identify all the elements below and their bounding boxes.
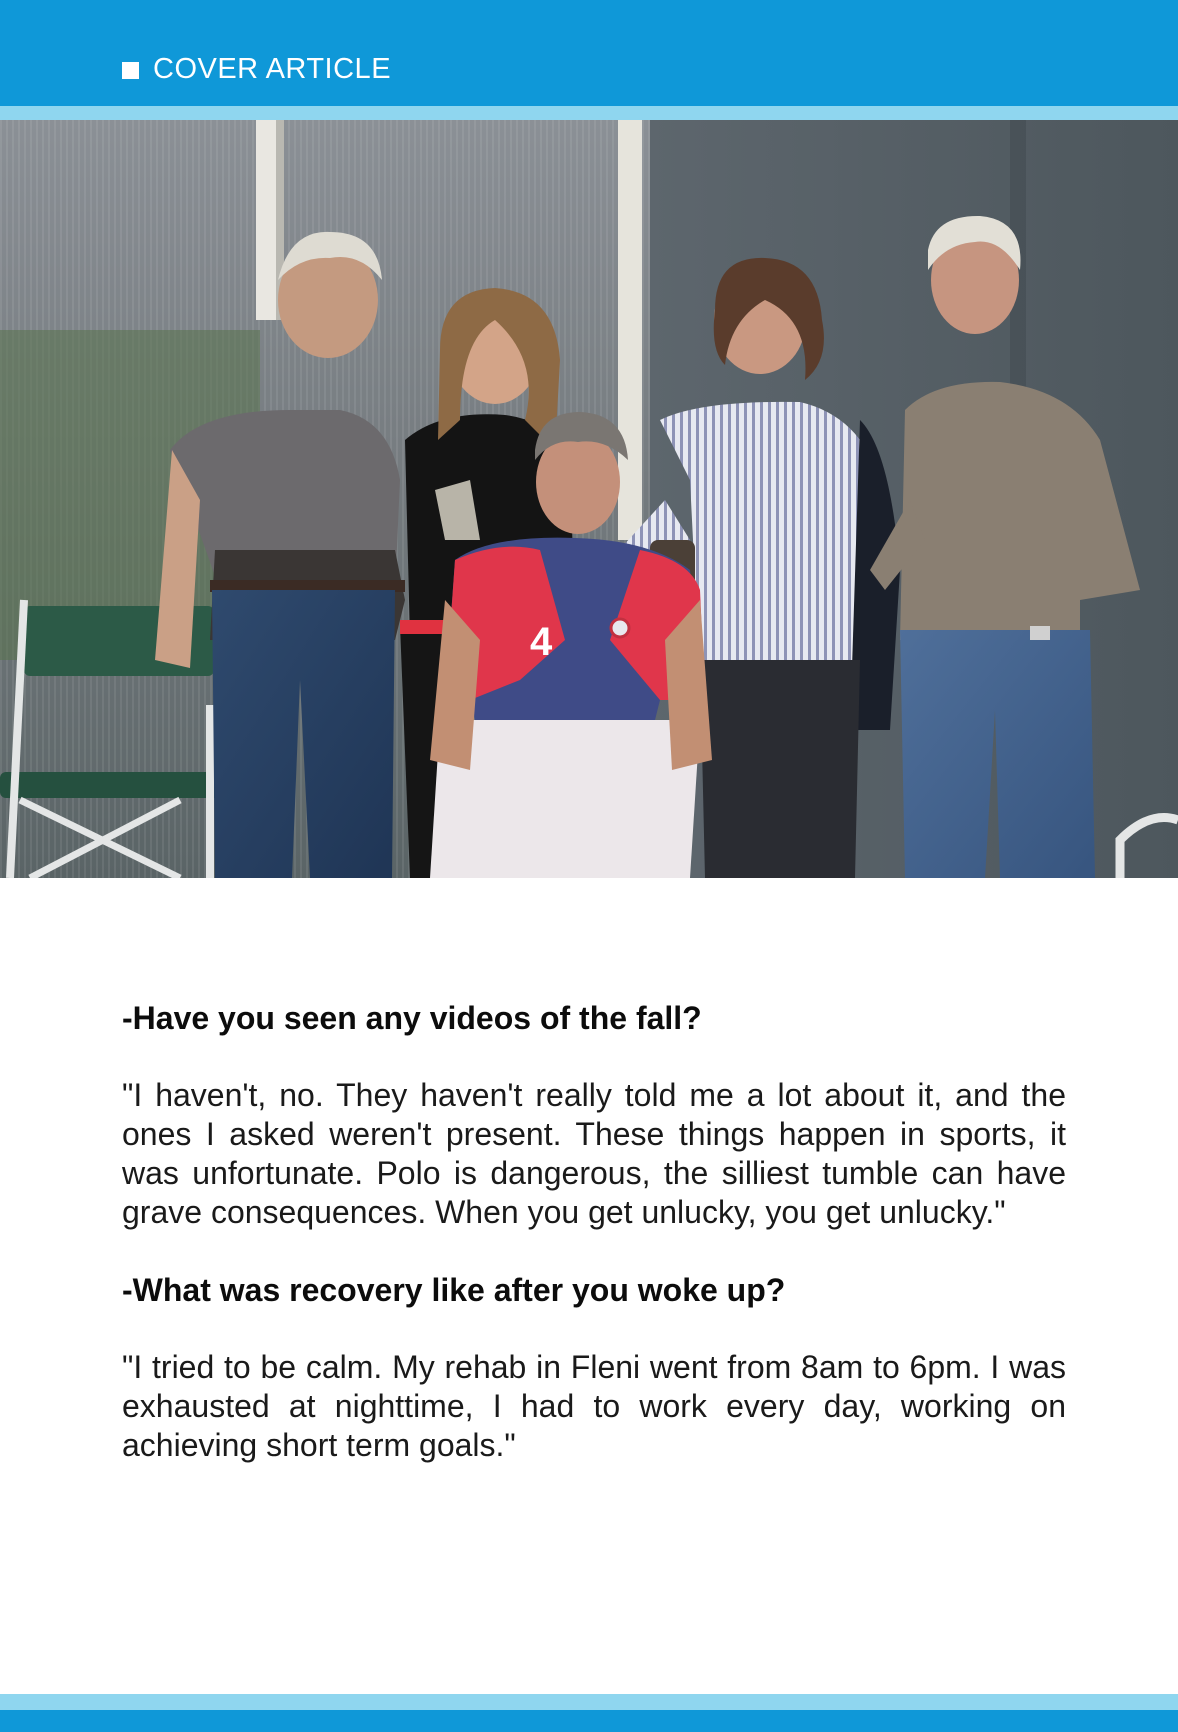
footer-bar xyxy=(0,1710,1178,1732)
section-label: COVER ARTICLE xyxy=(153,53,392,85)
jersey-number: 4 xyxy=(530,620,553,664)
section-marker-icon xyxy=(122,62,139,79)
question-heading: -Have you seen any videos of the fall? xyxy=(122,1000,702,1036)
header-stripe xyxy=(0,106,1178,120)
group-photo xyxy=(0,120,1178,878)
answer-paragraph: "I haven't, no. They haven't really told me a lot about it, and the ones I asked weren't present. These things happen in sports, it was unfortunate. Polo is dangerous, the silliest tumble can have grave consequences. When you get unlucky, you get unlucky." xyxy=(122,1077,1066,1230)
footer-stripe xyxy=(0,1694,1178,1710)
question-heading: -What was recovery like after you woke up? xyxy=(122,1272,786,1308)
article-body xyxy=(122,998,1066,1465)
answer-paragraph: "I tried to be calm. My rehab in Fleni went from 8am to 6pm. I was exhausted at nighttime, I had to work every day, working on achieving short term goals." xyxy=(122,1349,1066,1463)
